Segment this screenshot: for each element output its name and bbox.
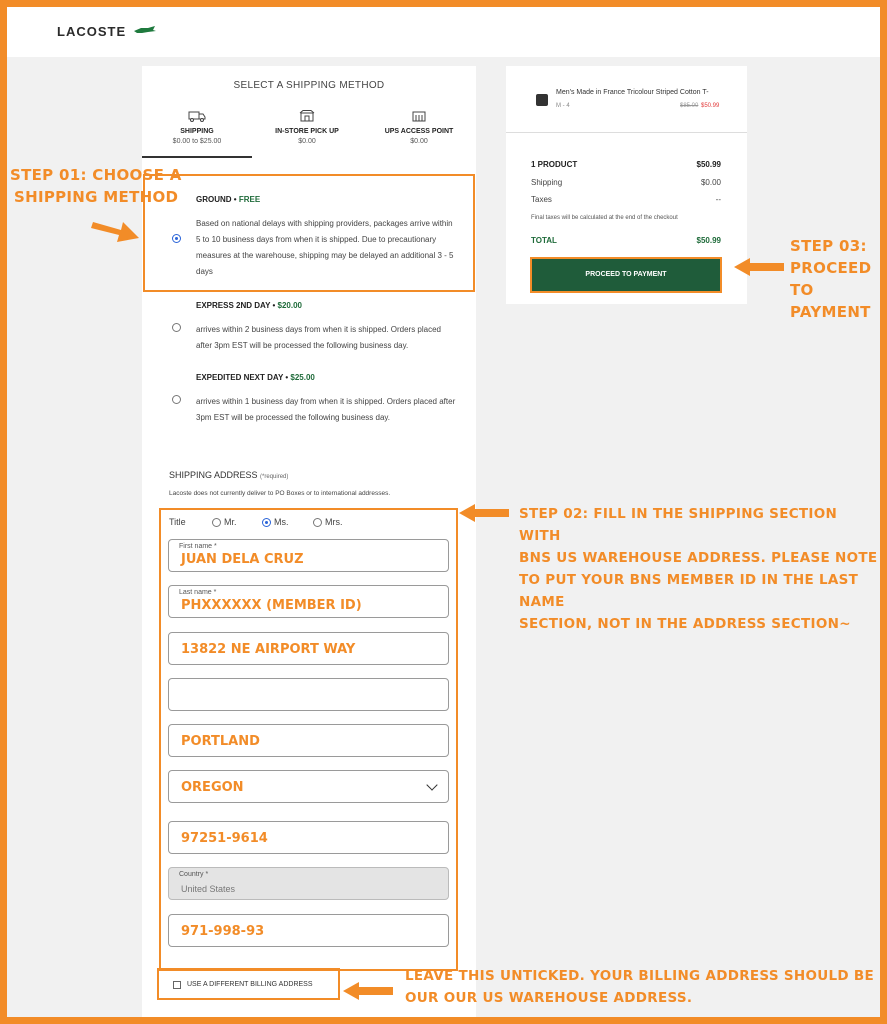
- address-note: Lacoste does not currently deliver to PO Boxes or to international addresses.: [169, 490, 391, 497]
- summary-row-products: 1 PRODUCT $50.99: [531, 160, 721, 169]
- option-expedited-desc: arrives within 1 business day from when it is shipped. Orders placed after 3pm EST will be processed the following business day.: [196, 397, 456, 422]
- title-option-ms: Ms.: [274, 517, 289, 527]
- product-meta: M - 4: [556, 103, 570, 109]
- zip-field[interactable]: [168, 821, 449, 854]
- arrow-left-icon: [734, 257, 784, 277]
- tab-ups-access-point[interactable]: [364, 110, 474, 158]
- pickup-point-icon: [410, 110, 428, 122]
- product-name[interactable]: Men's Made in France Tricolour Striped Cotton T-: [556, 89, 709, 96]
- product-new-price: $50.99: [701, 103, 720, 109]
- proceed-to-payment-button[interactable]: PROCEED TO PAYMENT: [530, 257, 722, 293]
- zip-value: 97251-9614: [181, 831, 268, 846]
- tab-label: SHIPPING: [180, 128, 214, 135]
- title-label: Title: [169, 517, 186, 527]
- header-bar: [7, 7, 880, 57]
- highlight-billing-checkbox: [157, 968, 340, 1000]
- summary-row-taxes: Taxes --: [531, 195, 721, 204]
- shipping-panel: [142, 66, 476, 1017]
- radio-ground[interactable]: [172, 234, 181, 243]
- last-name-value: PHXXXXXX (MEMBER ID): [181, 598, 362, 613]
- radio-title-mr[interactable]: [212, 518, 221, 527]
- tab-shipping[interactable]: [142, 110, 252, 158]
- radio-express-2nd-day[interactable]: [172, 323, 181, 332]
- arrow-left-icon: [343, 981, 393, 1001]
- lacoste-logo[interactable]: LACOSTE: [57, 24, 127, 39]
- title-option-mr: Mr.: [224, 517, 237, 527]
- tab-label: IN-STORE PICK UP: [275, 128, 339, 135]
- country-field: Country * United States: [168, 867, 449, 900]
- shipping-method-heading: SELECT A SHIPPING METHOD: [233, 80, 385, 91]
- billing-checkbox[interactable]: [173, 981, 181, 989]
- option-express-desc: arrives within 2 business days from when it is shipped. Orders placed after 3pm EST will be processed the following business day.: [196, 325, 441, 350]
- divider: [506, 132, 747, 133]
- city-value: PORTLAND: [181, 734, 260, 749]
- tab-price: $0.00: [298, 138, 316, 145]
- title-option-mrs: Mrs.: [325, 517, 343, 527]
- option-ground-title: GROUND • FREE: [196, 195, 261, 204]
- radio-expedited-next-day[interactable]: [172, 395, 181, 404]
- tab-price: $0.00: [410, 138, 428, 145]
- address-line1-field[interactable]: [168, 632, 449, 665]
- option-ground-desc: Based on national delays with shipping providers, packages arrive within 5 to 10 business days from when it is shipped. Due to precautionary measures at the warehouse, shipping may be delayed an additional 3 - 5 days: [196, 219, 454, 276]
- truck-icon: [188, 110, 206, 122]
- radio-title-ms[interactable]: [262, 518, 271, 527]
- annotation-step-2: STEP 02: FILL IN THE SHIPPING SECTION WITH BNS US WAREHOUSE ADDRESS. PLEASE NOTE TO PUT YOUR BNS MEMBER ID IN THE LAST NAME SECTION, NOT IN THE ADDRESS SECTION~: [519, 506, 878, 632]
- radio-title-mrs[interactable]: [313, 518, 322, 527]
- summary-row-total: TOTAL $50.99: [531, 236, 721, 245]
- city-field[interactable]: [168, 724, 449, 757]
- first-name-value: JUAN DELA CRUZ: [181, 552, 304, 567]
- crocodile-logo-icon: [133, 25, 157, 35]
- option-express-title: EXPRESS 2ND DAY • $20.00: [196, 301, 302, 310]
- order-summary-panel: [506, 66, 747, 304]
- tab-in-store-pickup[interactable]: [252, 110, 362, 158]
- address-line1-value: 13822 NE AIRPORT WAY: [181, 642, 356, 657]
- address-line2-field[interactable]: [168, 678, 449, 711]
- state-value: OREGON: [181, 780, 244, 795]
- active-tab-indicator: [142, 156, 252, 158]
- product-thumbnail[interactable]: [536, 94, 548, 106]
- annotation-billing-note: LEAVE THIS UNTICKED. YOUR BILLING ADDRESS SHOULD BE OUR OUR US WAREHOUSE ADDRESS.: [405, 968, 875, 1006]
- arrow-right-icon: [91, 212, 141, 244]
- billing-checkbox-label: USE A DIFFERENT BILLING ADDRESS: [187, 981, 313, 988]
- product-old-price: $85.00: [680, 103, 699, 109]
- tab-price: $0.00 to $25.00: [172, 138, 222, 145]
- last-name-field[interactable]: Last name * PHXXXXXX (MEMBER ID): [168, 585, 449, 618]
- annotation-step-3: STEP 03: PROCEED TO PAYMENT: [790, 237, 872, 321]
- phone-field[interactable]: [168, 914, 449, 947]
- tab-label: UPS ACCESS POINT: [384, 128, 454, 135]
- tax-note: Final taxes will be calculated at the end of the checkout: [531, 215, 678, 221]
- first-name-field[interactable]: First name * JUAN DELA CRUZ: [168, 539, 449, 572]
- phone-value: 971-998-93: [181, 924, 265, 939]
- arrow-left-icon: [459, 503, 509, 523]
- state-select[interactable]: [168, 770, 449, 803]
- summary-row-shipping: Shipping $0.00: [531, 178, 721, 187]
- chevron-down-icon: [426, 779, 437, 790]
- country-value: United States: [181, 884, 236, 894]
- store-icon: [298, 110, 316, 122]
- page-frame: [7, 7, 880, 1017]
- option-expedited-title: EXPEDITED NEXT DAY • $25.00: [196, 373, 315, 382]
- annotation-step-1: STEP 01: CHOOSE A SHIPPING METHOD: [10, 166, 182, 206]
- shipping-address-heading: SHIPPING ADDRESS (*required): [169, 470, 289, 480]
